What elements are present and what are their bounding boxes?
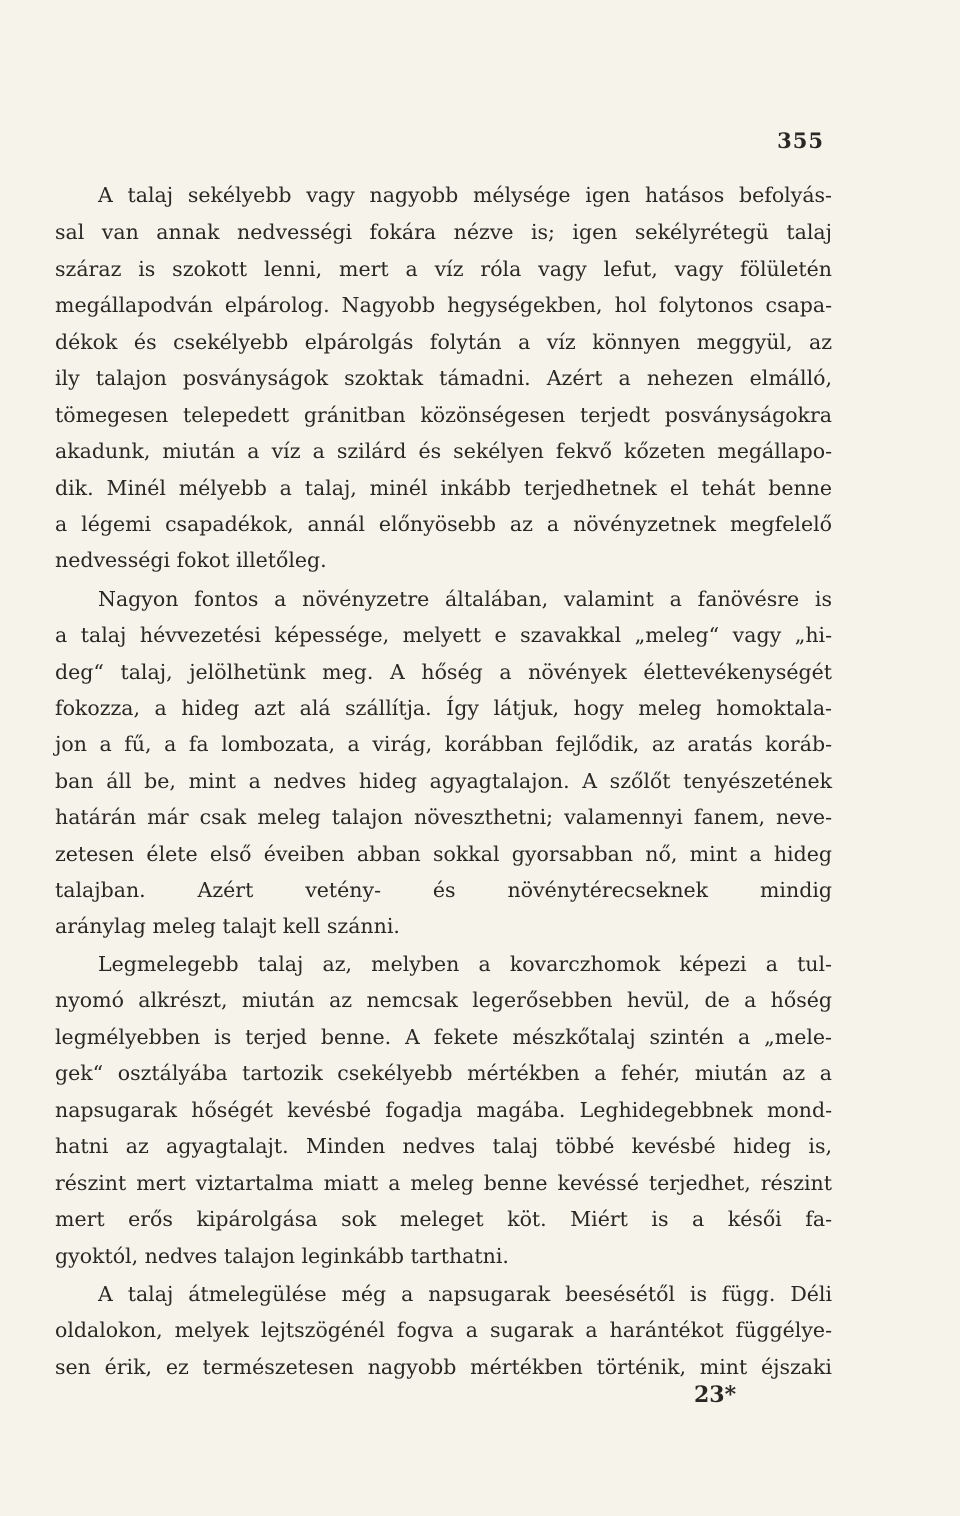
- text-line: dik. Minél mélyebb a talaj, minél inkább terjedhetnek el tehát benne: [55, 476, 832, 500]
- text-line: megállapodván elpárolog. Nagyobb hegységekben, hol folytonos csapa-: [55, 293, 832, 317]
- text-line: mert erős kipárolgása sok meleget köt. Miért is a késői fa-: [55, 1207, 832, 1231]
- text-line: ban áll be, mint a nedves hideg agyagtalajon. A szőlőt tenyészetének: [55, 769, 832, 793]
- text-line: oldalokon, melyek lejtszögénél fogva a sugarak a harántékot függélye-: [55, 1318, 832, 1342]
- text-line: ily talajon posványságok szoktak támadni. Azért a nehezen elmálló,: [55, 366, 832, 390]
- text-line: gek“ osztályába tartozik csekélyebb mértékben a fehér, miután az a: [55, 1061, 832, 1085]
- text-line: határán már csak meleg talajon növeszthetni; valamennyi fanem, neve-: [55, 805, 832, 829]
- text-line: a talaj hévvezetési képessége, melyett e szavakkal „meleg“ vagy „hi-: [55, 623, 832, 647]
- text-line: nyomó alkrészt, miután az nemcsak legerősebben hevül, de a hőség: [55, 988, 832, 1012]
- text-line: sal van annak nedvességi fokára nézve is; igen sekélyrétegü talaj: [55, 220, 832, 244]
- text-line: akadunk, miután a víz a szilárd és sekélyen fekvő kőzeten megállapo-: [55, 439, 832, 463]
- text-line: részint mert viztartalma miatt a meleg benne kevéssé terjedhet, részint: [55, 1171, 832, 1195]
- text-line: sen érik, ez természetesen nagyobb mértékben történik, mint éjszaki: [55, 1355, 832, 1379]
- text-line: tömegesen telepedett gránitban közönségesen terjedt posványságokra: [55, 403, 832, 427]
- page-number: 355: [777, 128, 824, 153]
- text-line: A talaj átmelegülése még a napsugarak beesésétől is függ. Déli: [98, 1282, 832, 1306]
- text-line: talajban. Azért vetény- és növénytérecseknek mindig: [55, 878, 832, 902]
- text-line: dékok és csekélyebb elpárolgás folytán a víz könnyen meggyül, az: [55, 330, 832, 354]
- text-line: nedvességi fokot illetőleg.: [55, 548, 327, 572]
- text-line: aránylag meleg talajt kell szánni.: [55, 914, 400, 938]
- text-line: deg“ talaj, jelölhetünk meg. A hőség a növények élettevékenységét: [55, 660, 832, 684]
- text-line: Legmelegebb talaj az, melyben a kovarczhomok képezi a tul-: [98, 952, 832, 976]
- text-line: Nagyon fontos a növényzetre általában, valamint a fanövésre is: [98, 587, 832, 611]
- text-line: gyoktól, nedves talajon leginkább tarthatni.: [55, 1244, 509, 1268]
- text-line: A talaj sekélyebb vagy nagyobb mélysége igen hatásos befolyás-: [98, 183, 832, 207]
- text-line: fokozza, a hideg azt alá szállítja. Így látjuk, hogy meleg homoktala-: [55, 696, 832, 720]
- text-line: hatni az agyagtalajt. Minden nedves talaj többé kevésbé hideg is,: [55, 1134, 832, 1158]
- text-line: száraz is szokott lenni, mert a víz róla vagy lefut, vagy fölületén: [55, 257, 832, 281]
- text-line: jon a fű, a fa lombozata, a virág, korábban fejlődik, az aratás koráb-: [55, 732, 832, 756]
- signature-mark: 23*: [694, 1382, 737, 1408]
- text-line: zetesen élete első éveiben abban sokkal gyorsabban nő, mint a hideg: [55, 842, 832, 866]
- text-line: napsugarak hőségét kevésbé fogadja magába. Leghidegebbnek mond-: [55, 1098, 832, 1122]
- text-line: a légemi csapadékok, annál előnyösebb az a növényzetnek megfelelő: [55, 512, 832, 536]
- text-line: legmélyebben is terjed benne. A fekete mészkőtalaj szintén a „mele-: [55, 1025, 832, 1049]
